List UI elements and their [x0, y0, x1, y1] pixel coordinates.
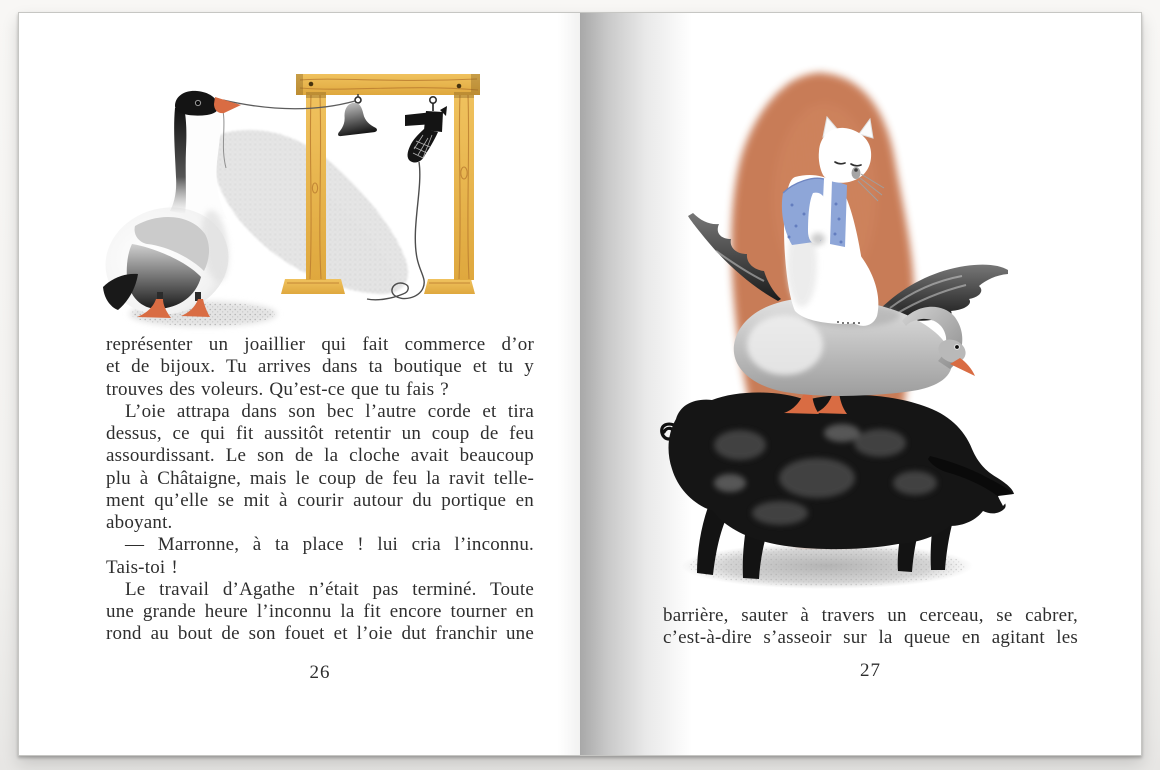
text-line: trouves des voleurs. Qu’est-ce que tu fais ?	[106, 378, 449, 400]
right-page	[580, 13, 1141, 755]
text-line: barrière, sauter à travers un cerceau, se cabrer,	[663, 605, 1078, 626]
text-line: rond au bout de son fouet et l’oie dut franchir une	[106, 623, 534, 645]
goose-eye	[955, 345, 960, 350]
nail-left	[309, 82, 314, 87]
right-page-text	[663, 605, 1078, 650]
goose-eye	[195, 100, 200, 105]
book-spread	[18, 12, 1142, 756]
text-line: — Marronne, à ta place ! lui cria l’inconnu.	[125, 534, 534, 556]
left-page-text	[106, 334, 534, 646]
left-page-number: 26	[309, 662, 331, 683]
frame-right-post	[454, 92, 474, 280]
text-line: L’oie attrapa dans son bec l’autre corde et tira	[125, 400, 534, 422]
frame-left-base	[281, 279, 345, 294]
left-page	[19, 13, 580, 755]
revolver	[405, 97, 447, 163]
text-line: ment qu’elle se mit à courir autour du portique en	[106, 489, 534, 511]
bell-cord	[223, 100, 355, 109]
text-line: Le travail d’Agathe n’était pas terminé. Toute	[125, 578, 534, 600]
goose	[94, 91, 241, 328]
goose-beak	[214, 97, 241, 113]
text-line: et de bijoux. Tu arrives dans ta boutique et tu y	[106, 356, 534, 378]
text-line: une grande heure l’inconnu la fit encore tourner en	[106, 601, 534, 622]
text-line: aboyant.	[106, 512, 173, 533]
frame-right-base	[424, 279, 475, 294]
text-line: dessus, ce qui fit aussitôt retentir un coup de feu	[106, 423, 534, 444]
revolver-frame	[424, 111, 443, 132]
frame-beam	[296, 74, 480, 95]
pig-ground-shadow	[681, 543, 973, 589]
text-line: représenter un joaillier qui fait commerce d’or	[106, 334, 534, 355]
text-line: c’est-à-dire s’asseoir sur la queue en agitant les	[663, 627, 1078, 649]
frame-left-post	[306, 92, 326, 280]
cat-nose	[854, 168, 858, 172]
text-line: plu à Châtaigne, mais le coup de feu la ravit telle-	[106, 467, 534, 489]
text-line: assourdissant. Le son de la cloche avait beaucoup	[106, 445, 534, 467]
text-line: Tais-toi !	[106, 556, 178, 578]
nail-right	[457, 84, 462, 89]
right-page-number: 27	[860, 660, 881, 681]
